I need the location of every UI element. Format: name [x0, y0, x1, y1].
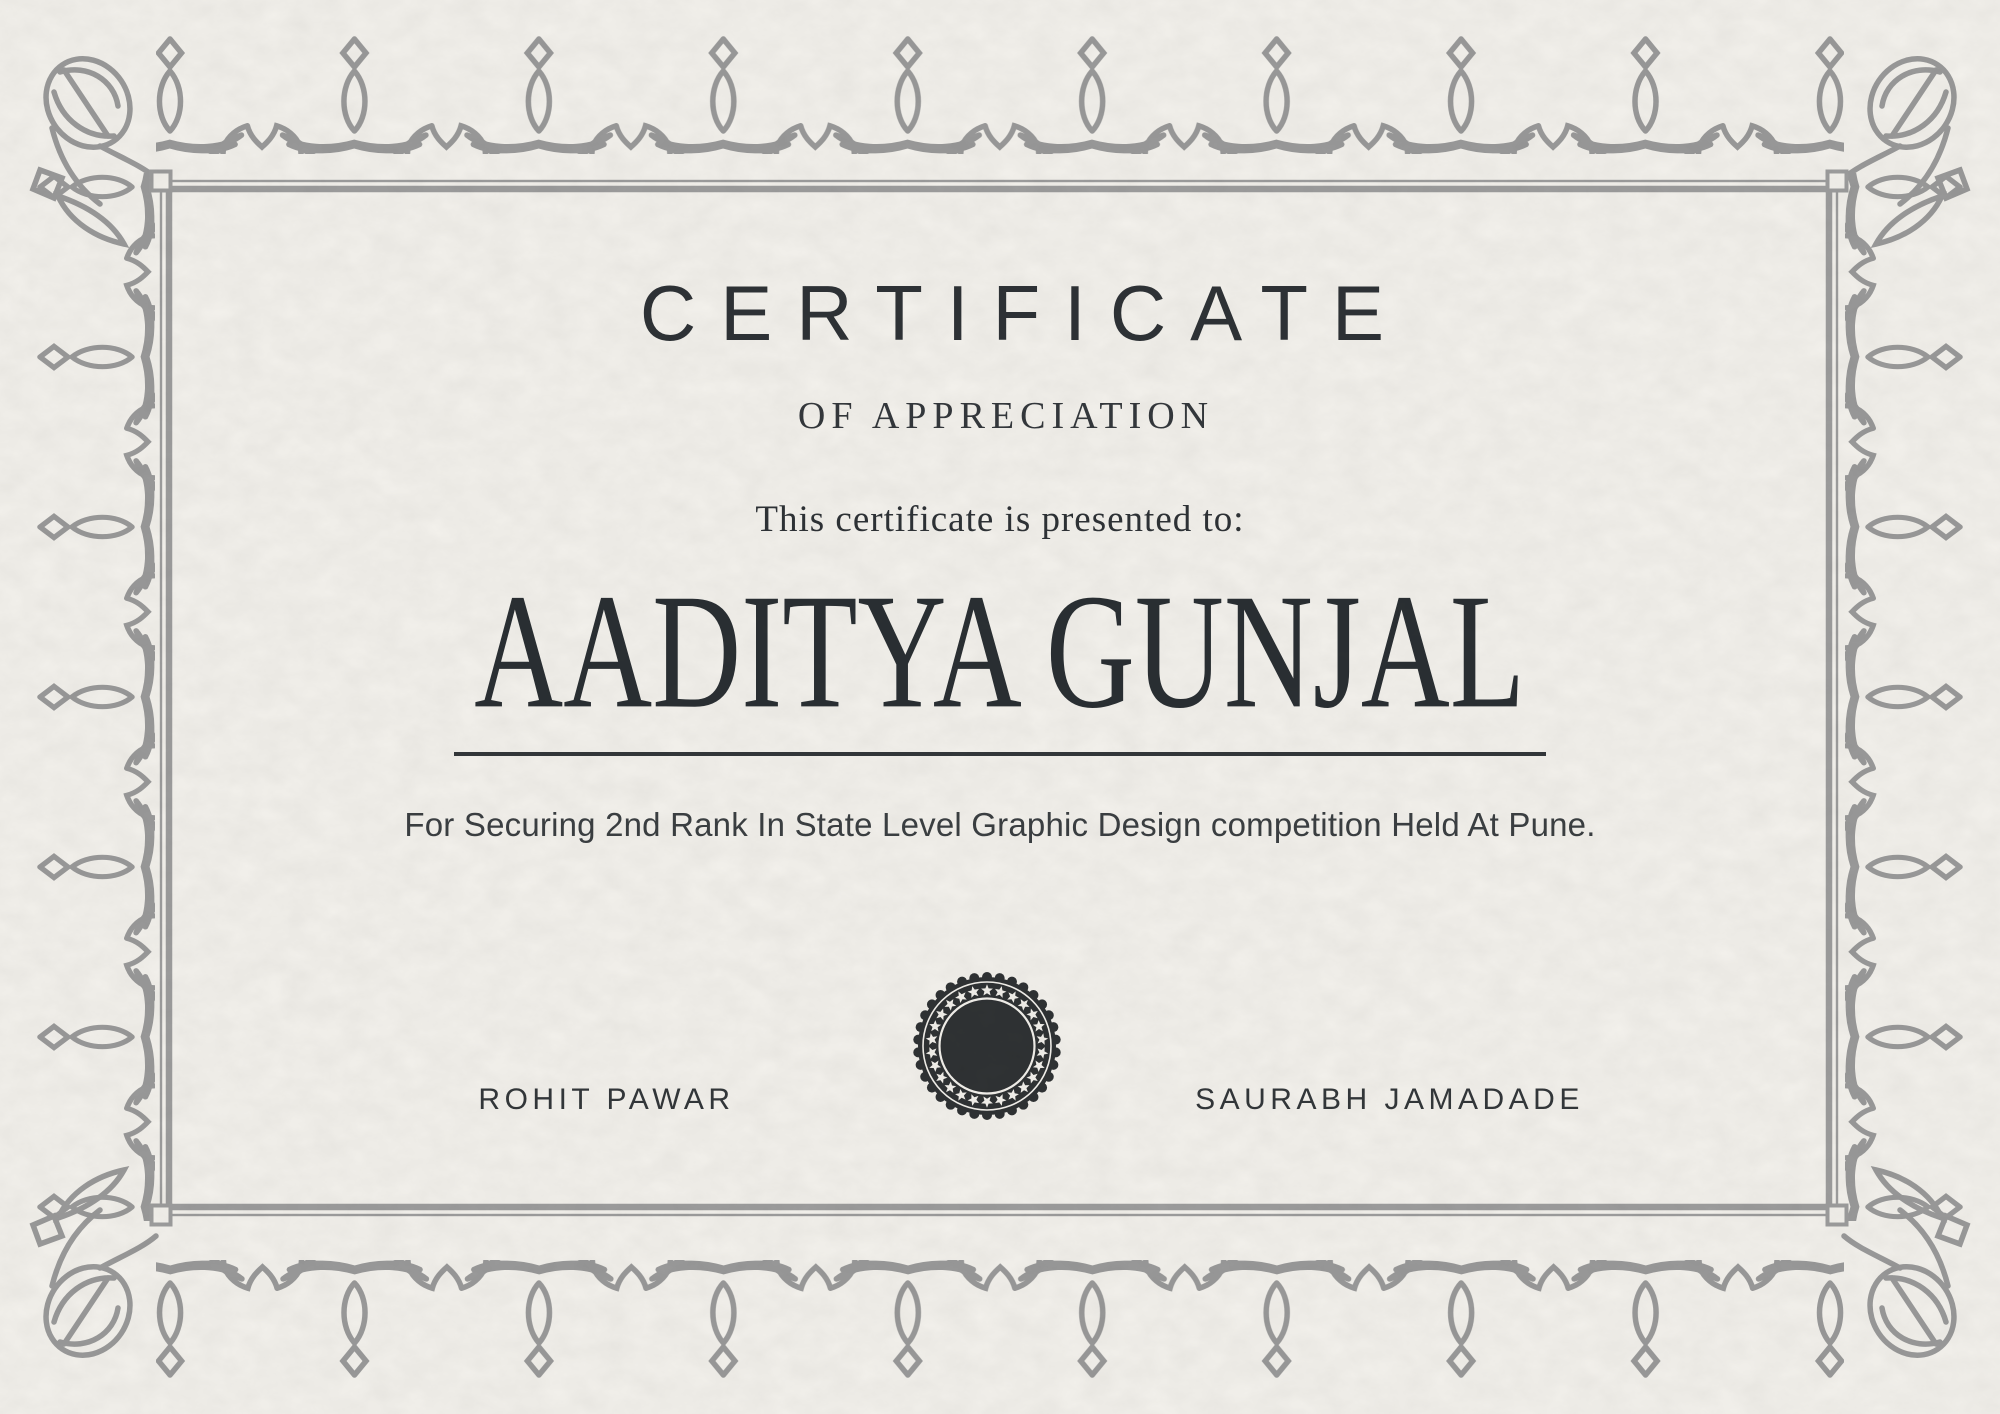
corner-flourish-bottom-left [29, 1170, 156, 1372]
corner-flourish-top-left [29, 42, 156, 244]
name-underline [454, 752, 1546, 756]
signatory-name-right: SAURABH JAMADADE [1195, 1083, 1584, 1116]
presentation-line: This certificate is presented to: [755, 499, 1245, 540]
recipient-name [0, 560, 2000, 743]
recipient-name-text: AADITYA GUNJAL [474, 560, 1526, 743]
signatory-name-left: ROHIT PAWAR [478, 1083, 735, 1116]
certificate-title: CERTIFICATE [639, 269, 1409, 357]
corner-flourish-bottom-right [1844, 1170, 1971, 1372]
corner-flourish-top-right [1844, 42, 1971, 244]
award-seal-icon [913, 972, 1060, 1120]
certificate-subtitle: OF APPRECIATION [797, 395, 1215, 437]
award-description: For Securing 2nd Rank In State Level Graphic Design competition Held At Pune. [404, 806, 1596, 843]
